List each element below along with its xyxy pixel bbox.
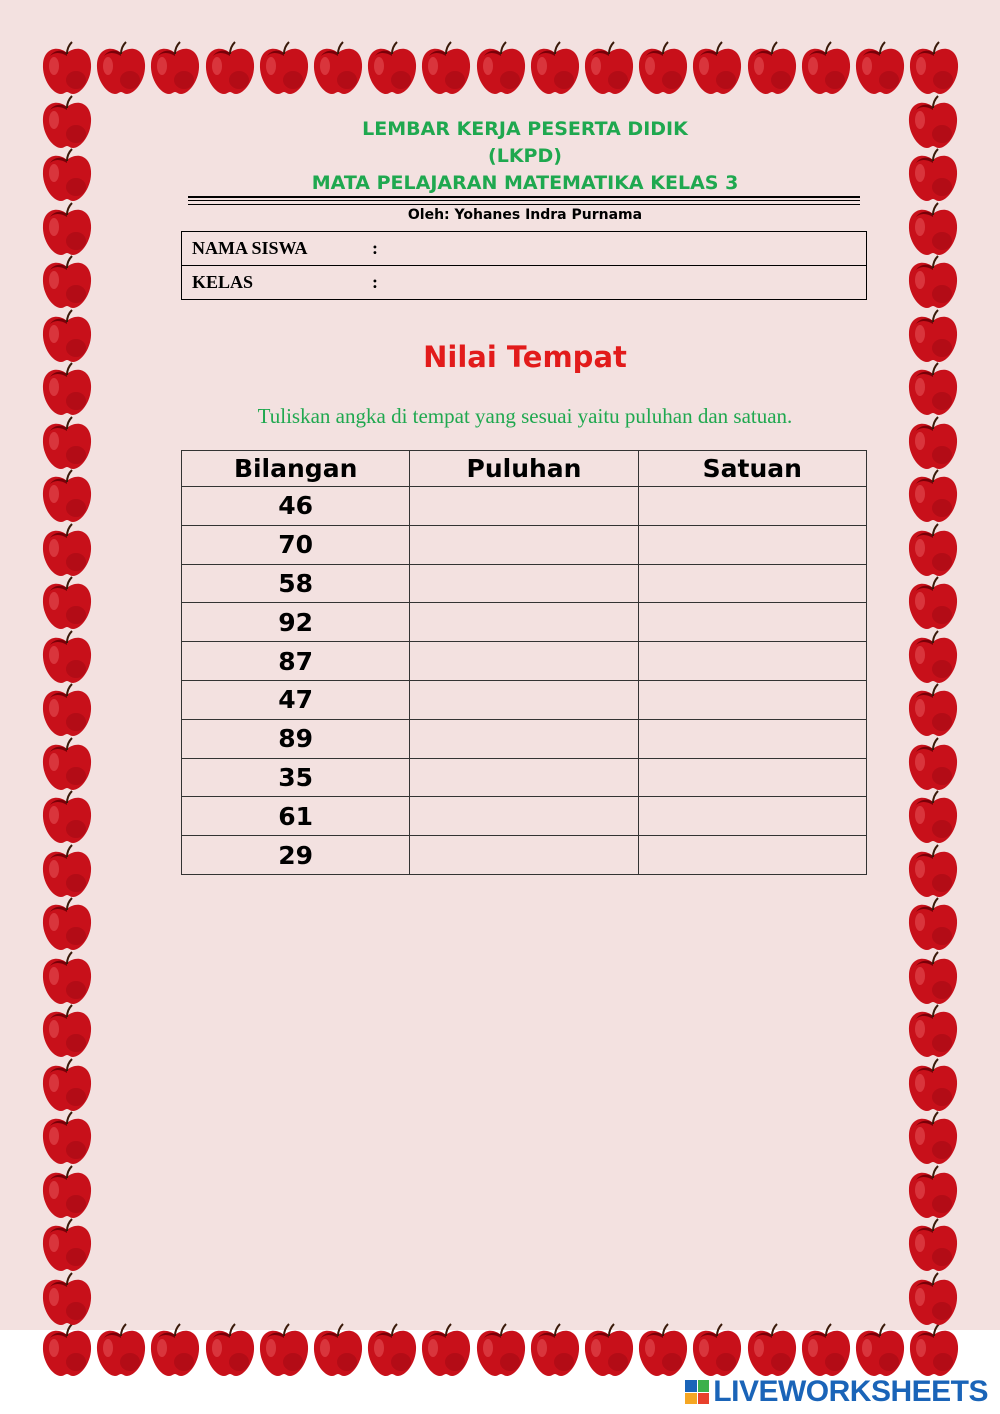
apple-icon [906,896,960,952]
apple-icon [906,1164,960,1220]
apple-icon [636,1322,690,1378]
apple-icon [203,40,257,96]
student-name-label: NAMA SISWA [192,238,308,258]
apple-icon [40,789,94,845]
apple-icon [907,40,961,96]
tens-answer-cell[interactable] [410,642,638,681]
header-divider [188,200,860,201]
ones-answer-cell[interactable] [638,836,866,875]
ones-answer-cell[interactable] [638,680,866,719]
apple-icon [40,575,94,631]
apple-icon [40,629,94,685]
student-name-row [182,232,867,266]
apple-icon [40,1003,94,1059]
ones-answer-cell[interactable] [638,603,866,642]
tens-answer-cell[interactable] [410,836,638,875]
apple-icon [474,40,528,96]
logo-text: LIVEWORKSHEETS [713,1375,988,1408]
apple-icon [745,1322,799,1378]
column-header-satuan: Satuan [638,451,866,487]
table-row [182,487,867,526]
apple-icon [906,254,960,310]
worksheet-header [180,116,870,197]
apple-icon [257,40,311,96]
number-cell: 29 [182,836,410,875]
apple-icon [148,40,202,96]
tens-answer-cell[interactable] [410,487,638,526]
apple-icon [40,254,94,310]
apple-icon [40,468,94,524]
column-header-bilangan: Bilangan [182,451,410,487]
apple-icon [94,1322,148,1378]
apple-icon [40,896,94,952]
apple-icon [40,736,94,792]
apple-icon [906,361,960,417]
apple-icon [40,1322,94,1378]
apple-icon [906,629,960,685]
apple-icon [40,1271,94,1327]
ones-answer-cell[interactable] [638,719,866,758]
apple-icon [906,147,960,203]
number-cell: 61 [182,797,410,836]
table-row [182,564,867,603]
student-class-row [182,266,867,300]
tens-answer-cell[interactable] [410,719,638,758]
liveworksheets-logo[interactable] [685,1374,988,1410]
ones-answer-cell[interactable] [638,642,866,681]
number-cell: 70 [182,525,410,564]
apple-icon [582,1322,636,1378]
apple-icon [40,1164,94,1220]
number-cell: 92 [182,603,410,642]
apple-icon [528,40,582,96]
ones-answer-cell[interactable] [638,525,866,564]
apple-icon [690,40,744,96]
student-name-field[interactable] [182,232,867,266]
apple-icon [906,789,960,845]
tens-answer-cell[interactable] [410,758,638,797]
apple-icon [906,1217,960,1273]
table-row [182,642,867,681]
number-cell: 46 [182,487,410,526]
apple-icon [311,40,365,96]
apple-icon [906,415,960,471]
ones-answer-cell[interactable] [638,564,866,603]
apple-icon [528,1322,582,1378]
apple-icon [636,40,690,96]
number-cell: 87 [182,642,410,681]
apple-icon [40,308,94,364]
number-cell: 35 [182,758,410,797]
separator: : [372,238,378,258]
apple-icon [40,201,94,257]
apple-icon [745,40,799,96]
apple-icon [40,843,94,899]
apple-icon [257,1322,311,1378]
place-value-table [181,450,867,875]
apple-icon [906,1271,960,1327]
header-divider [188,204,860,205]
student-info-table [181,231,867,300]
header-title-line-3: MATA PELAJARAN MATEMATIKA KELAS 3 [311,172,739,194]
apple-icon [40,522,94,578]
apple-icon [906,522,960,578]
apple-icon [799,1322,853,1378]
apple-icon [906,201,960,257]
apple-icon [40,950,94,1006]
tens-answer-cell[interactable] [410,564,638,603]
tens-answer-cell[interactable] [410,680,638,719]
apple-icon [419,1322,473,1378]
apple-icon [365,40,419,96]
number-cell: 58 [182,564,410,603]
table-row [182,758,867,797]
tens-answer-cell[interactable] [410,525,638,564]
apple-icon [906,950,960,1006]
author-line: Oleh: Yohanes Indra Purnama [407,207,643,223]
student-class-field[interactable] [182,266,867,300]
apple-icon [906,575,960,631]
apple-icon [148,1322,202,1378]
apple-icon [419,40,473,96]
apple-icon [40,147,94,203]
apple-icon [40,1110,94,1166]
header-divider [188,196,860,198]
table-row [182,525,867,564]
apple-icon [690,1322,744,1378]
ones-answer-cell[interactable] [638,797,866,836]
separator: : [372,272,378,292]
apple-icon [906,1003,960,1059]
apple-icon [906,682,960,738]
apple-icon [853,1322,907,1378]
apple-icon [40,94,94,150]
header-title-line-1: LEMBAR KERJA PESERTA DIDIK [362,118,688,140]
table-header-row [182,451,867,487]
apple-icon [906,468,960,524]
apple-icon [40,415,94,471]
apple-icon [474,1322,528,1378]
ones-answer-cell[interactable] [638,758,866,797]
apple-icon [582,40,636,96]
apple-icon [906,94,960,150]
liveworksheets-logo-icon [685,1380,709,1404]
apple-icon [906,843,960,899]
apple-icon [203,1322,257,1378]
table-row [182,603,867,642]
table-row [182,797,867,836]
apple-icon [40,40,94,96]
apple-icon [906,1057,960,1113]
table-row [182,680,867,719]
table-row [182,719,867,758]
worksheet-title: Nilai Tempat [423,340,627,374]
student-class-label: KELAS [192,272,254,292]
instruction-text: Tuliskan angka di tempat yang sesuai yaitu puluhan dan satuan. [257,404,793,428]
apple-icon [94,40,148,96]
table-row [182,836,867,875]
number-cell: 89 [182,719,410,758]
apple-icon [40,361,94,417]
apple-icon [906,308,960,364]
tens-answer-cell[interactable] [410,797,638,836]
column-header-puluhan: Puluhan [410,451,638,487]
apple-icon [906,736,960,792]
apple-icon [906,1110,960,1166]
apple-icon [365,1322,419,1378]
apple-icon [40,682,94,738]
number-cell: 47 [182,680,410,719]
apple-icon [907,1322,961,1378]
apple-icon [311,1322,365,1378]
ones-answer-cell[interactable] [638,487,866,526]
apple-icon [799,40,853,96]
apple-icon [40,1057,94,1113]
tens-answer-cell[interactable] [410,603,638,642]
apple-icon [853,40,907,96]
header-title-line-2: (LKPD) [488,145,562,167]
apple-icon [40,1217,94,1273]
